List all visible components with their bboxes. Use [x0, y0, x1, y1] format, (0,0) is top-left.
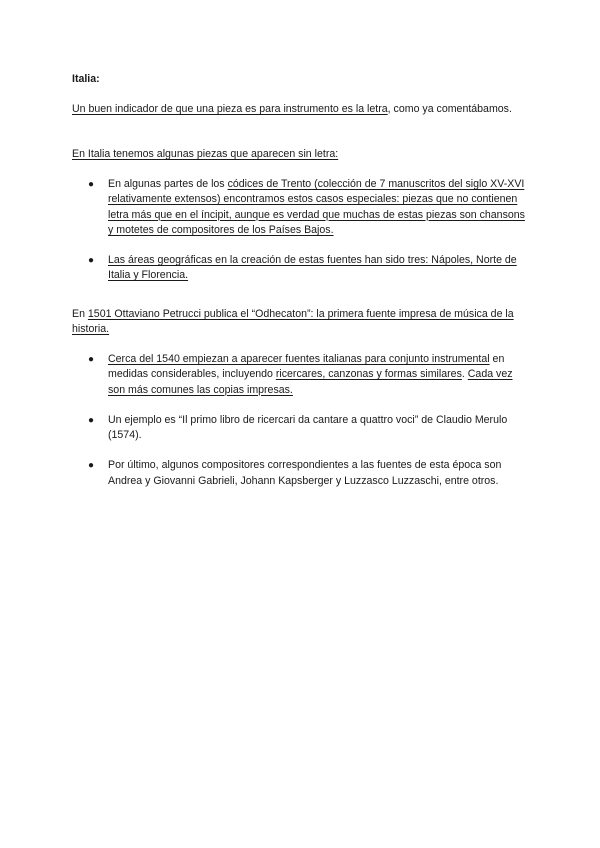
list-item: [72, 253, 532, 284]
bullet-icon: ●: [88, 354, 95, 365]
plain-text: , como ya comentábamos.: [387, 103, 512, 115]
section-heading: Italia:: [72, 73, 100, 85]
underlined-text: En Italia tenemos algunas piezas que aparecen sin letra:: [72, 148, 339, 160]
bullet-list-trento: [72, 177, 532, 284]
underlined-text: Las áreas geográficas en la creación de estas fuentes han sido tres: Nápoles, Norte de Italia y Florencia.: [108, 254, 517, 282]
plain-text: en medidas considerables, incluyendo: [108, 353, 505, 381]
bullet-icon: ●: [88, 179, 95, 190]
plain-text: En: [72, 308, 88, 320]
list-item: [72, 352, 532, 398]
list-item: [72, 458, 532, 489]
plain-text: Por último, algunos compositores correspondientes a las fuentes de esta época son Andrea y Giovanni Gabrieli, Johann Kapsberger y Luzzasco Luzzaschi, entre otros.: [108, 459, 502, 487]
underlined-text: 1501 Ottaviano Petrucci publica el “Odhecaton”: la primera fuente impresa de música de la historia.: [72, 308, 514, 336]
plain-text: Un ejemplo es “Il primo libro de ricercari da cantare a quattro voci” de Claudio Merulo (1574).: [108, 413, 508, 442]
underlined-text: Cada vez son más comunes las copias impresas.: [108, 368, 513, 396]
paragraph-petrucci: [72, 307, 532, 338]
bullet-icon: ●: [88, 255, 95, 267]
plain-text: .: [461, 368, 468, 381]
underlined-text: Un buen indicador de que una pieza es para instrumento es la letra: [72, 103, 388, 115]
list-item: [72, 413, 532, 444]
underlined-text: ricercares, canzonas y formas similares: [275, 368, 462, 381]
bullet-icon: ●: [88, 414, 95, 426]
bullet-list-instrumental-sources: [72, 352, 532, 489]
underlined-text: códices de Trento (colección de 7 manuscritos del siglo XV-XVI relativamente extensos) encontramos estos casos especiales: piezas que no contienen letra más que en el íncipit, aunque es verdad que muchas de estas piezas son chansons y motetes de compositores de los Países Bajos.: [108, 178, 525, 236]
underlined-text: Cerca del 1540 empiezan a aparecer fuentes italianas para conjunto instrumental: [108, 353, 490, 365]
plain-text: En algunas partes de los: [108, 178, 228, 190]
list-item: [72, 177, 532, 238]
paragraph-pieces-without-lyrics: [72, 147, 532, 162]
bullet-icon: ●: [88, 460, 95, 472]
paragraph-instrument-indicator: [72, 102, 532, 117]
